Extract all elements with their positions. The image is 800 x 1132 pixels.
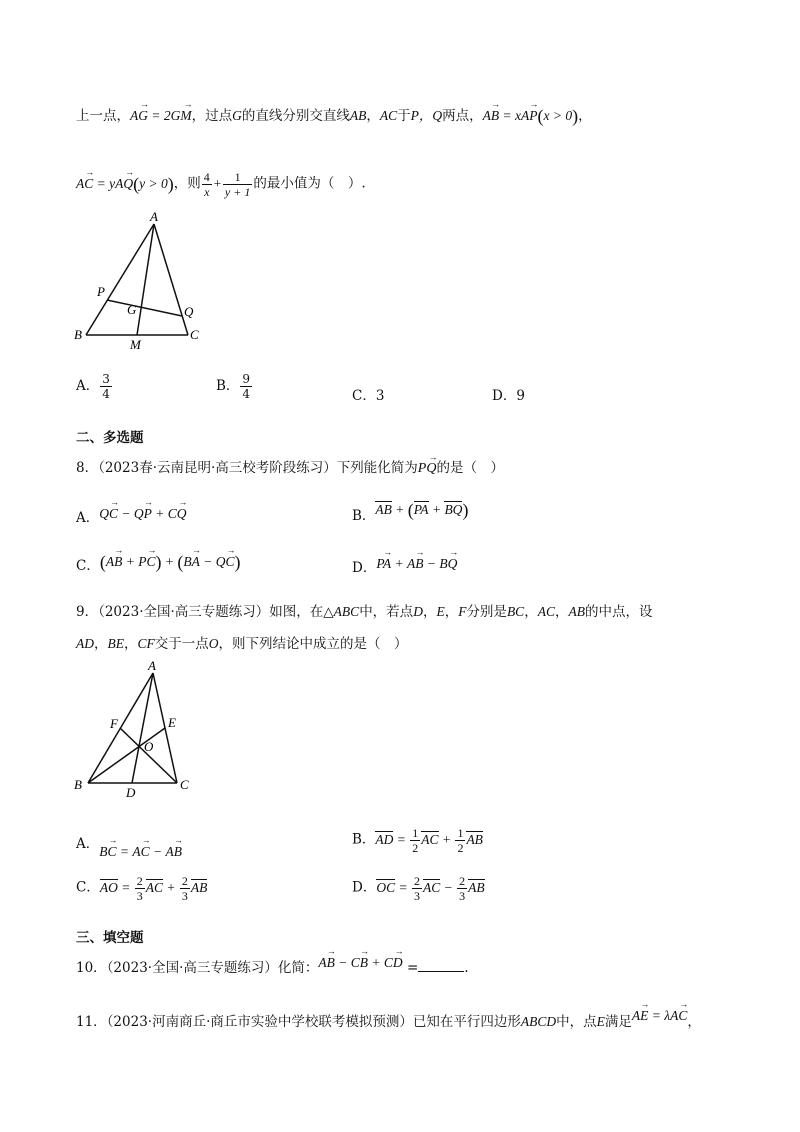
section-title-fill-in: 三、填空题 xyxy=(76,930,144,946)
q9-option-d[interactable]: D．OC = $\frac{2}{3}$ AC − $\frac{2}{3}$ AB xyxy=(352,874,485,903)
label-C: C xyxy=(180,777,189,792)
q7-option-a[interactable]: A． $\frac{3}{4}$ xyxy=(76,372,110,401)
formula-ag-2gm: → AG = 2→ GM xyxy=(130,108,192,123)
q9-option-c[interactable]: C．AO = $\frac{2}{3}$ AC + $\frac{2}{3}$ AB xyxy=(76,874,208,903)
label-G: G xyxy=(127,302,137,317)
label-P: P xyxy=(97,284,105,299)
label-O: O xyxy=(144,739,154,754)
label-A: A xyxy=(148,658,156,673)
q8-option-c[interactable]: C．(→ AB + → PC) + (→ BA − → QC) xyxy=(76,552,241,574)
label-A: A xyxy=(150,209,158,224)
label-B: B xyxy=(74,777,82,792)
q8-stem: 8．（2023春·云南昆明·高三校考阶段练习）下列能化简为→ PQ的是（ ） xyxy=(76,456,504,477)
label-Q: Q xyxy=(184,304,194,319)
q7-option-d[interactable]: D．9 xyxy=(492,388,525,404)
q7-line1: 上一点，→ AG = 2→ GM，过点G的直线分别交直线AB，AC于P，Q两点，→ AB = x→ AP(x > 0)， xyxy=(76,104,592,127)
q7-line2: → AC = y→ AQ(y > 0)，则 $\frac{4}{x}$ + $\frac{1}{y + 1}$ 的最小值为（ ）. xyxy=(76,170,366,199)
q7-option-b[interactable]: B． $\frac{9}{4}$ xyxy=(216,372,251,401)
q10-answer-blank[interactable] xyxy=(418,971,464,972)
section-title-multiple-choice: 二、多选题 xyxy=(76,430,144,446)
formula-pq: → PQ xyxy=(418,460,437,475)
q9-triangle-figure xyxy=(70,655,210,800)
q7-option-c[interactable]: C．3 xyxy=(352,388,385,404)
q11-stem: 11．（2023·河南商丘·商丘市实验中学校联考模拟预测）已知在平行四边形ABCD中，点E满足→ AE = λ→ AC， xyxy=(76,1008,701,1030)
label-C: C xyxy=(190,327,199,342)
formula-ac-yaq: → AC = y→ AQ(y > 0) xyxy=(76,176,174,191)
q8-option-b[interactable]: B．AB + (PA + BQ) xyxy=(352,500,469,524)
q8-option-d[interactable]: D．→ PA + → AB − → BQ xyxy=(352,556,457,576)
q9-option-b[interactable]: B．AD = $\frac{1}{2}$ AC + $\frac{1}{2}$ AB xyxy=(352,826,483,855)
q7-triangle-figure xyxy=(70,208,210,353)
label-M: M xyxy=(130,337,141,352)
q10-stem: 10．（2023·全国·高三专题练习）化简：→ AB − → CB + → CD = . xyxy=(76,955,469,976)
q9-stem-line1: 9．（2023·全国·高三专题练习）如图，在△ABC中，若点D，E，F分别是BC，AC，AB的中点，设 xyxy=(76,604,653,620)
label-D: D xyxy=(126,785,136,800)
label-B: B xyxy=(74,327,82,342)
label-E: E xyxy=(168,715,176,730)
formula-ab-xap: → AB = x→ AP(x > 0) xyxy=(483,108,579,123)
label-F: F xyxy=(110,716,118,731)
q9-stem-line2: AD，BE，CF交于一点O，则下列结论中成立的是（ ） xyxy=(76,636,408,652)
formula-4x-1y1: $\frac{4}{x}$ + $\frac{1}{y + 1}$ xyxy=(203,170,251,199)
q9-option-a[interactable]: A．→ BC = → AC − → AB xyxy=(76,832,182,860)
q8-option-a[interactable]: A．→ QC − → QP + → CQ xyxy=(76,506,187,526)
